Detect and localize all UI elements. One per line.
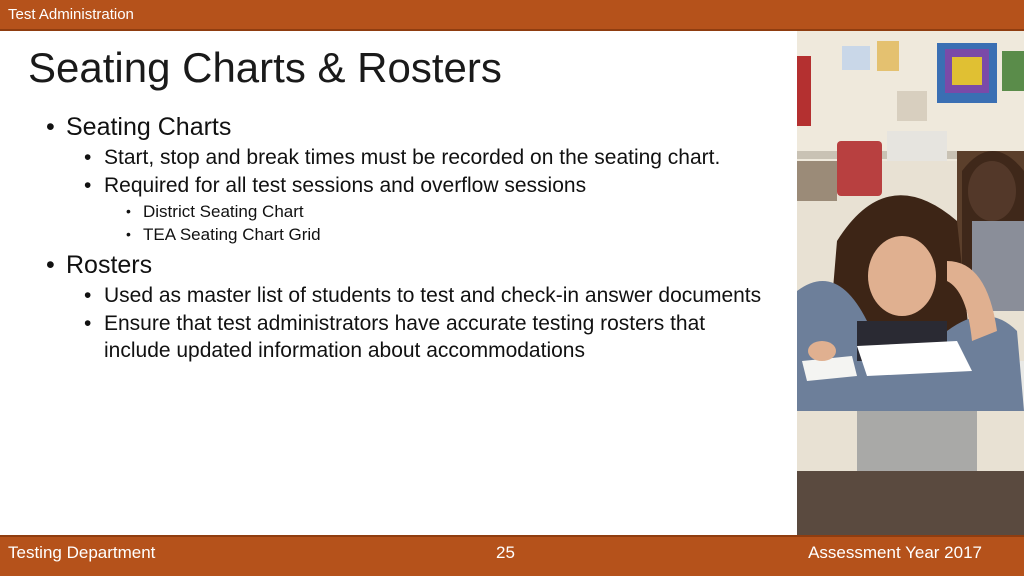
bullet-accurate-rosters: • Ensure that test administrators have accurate testing rosters that include updated information about accommodations: [44, 310, 764, 364]
bullet-rosters: • Rosters: [44, 250, 764, 280]
bullet-master-list: • Used as master list of students to test and check-in answer documents: [44, 282, 764, 309]
header-bar: [0, 0, 1024, 31]
bullet-times-recorded: • Start, stop and break times must be recorded on the seating chart.: [44, 144, 764, 171]
bullet-list: [44, 112, 764, 364]
bullet-required-sessions: • Required for all test sessions and overflow sessions: [44, 172, 764, 199]
page-number: 25: [496, 543, 515, 562]
bullet-tea-grid: • TEA Seating Chart Grid: [44, 223, 764, 246]
bullet-district-chart: • District Seating Chart: [44, 200, 764, 223]
footer-department: Testing Department: [8, 543, 156, 562]
bullet-seating-charts: • Seating Charts: [44, 112, 764, 142]
classroom-illustration: [797, 31, 1024, 535]
classroom-photo: [797, 31, 1024, 535]
section-label: Test Administration: [8, 6, 134, 23]
slide-title: Seating Charts & Rosters: [28, 44, 502, 91]
footer-year: Assessment Year 2017: [808, 543, 982, 562]
footer-bar: [0, 535, 1024, 576]
slide-body: [44, 112, 764, 365]
